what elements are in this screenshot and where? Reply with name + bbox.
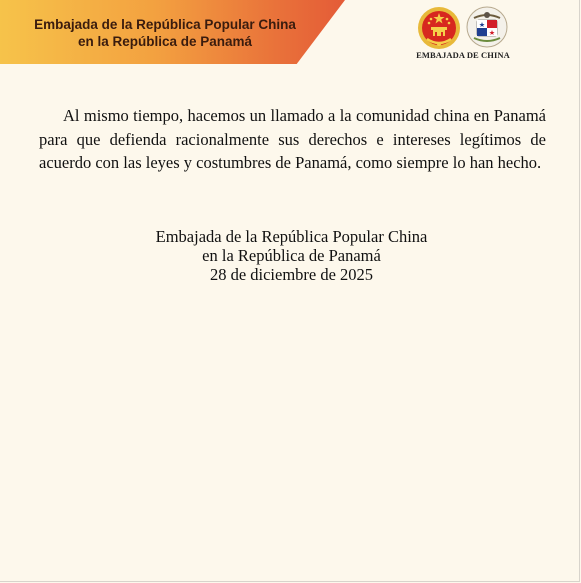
signature-line1: Embajada de la República Popular China	[155, 227, 428, 246]
signature-date: 28 de diciembre de 2025	[209, 265, 374, 284]
header-title	[0, 16, 330, 50]
body-paragraph: Al mismo tiempo, hacemos un llamado a la comunidad china en Panamá para que defienda racionalmente sus derechos e intereses legítimos de acuerdo con las leyes y costumbres de Panamá, como siempre lo han hecho.	[39, 106, 546, 172]
logo-caption: EMBAJADA DE CHINA	[416, 50, 510, 60]
panama-coat-of-arms-icon	[466, 6, 508, 48]
header-title-line2: en la República de Panamá	[77, 34, 253, 49]
header-title-line1: Embajada de la República Popular China	[34, 17, 296, 32]
signature-block	[100, 227, 483, 284]
signature-line2: en la República de Panamá	[202, 246, 381, 265]
china-national-emblem-icon	[417, 6, 461, 50]
